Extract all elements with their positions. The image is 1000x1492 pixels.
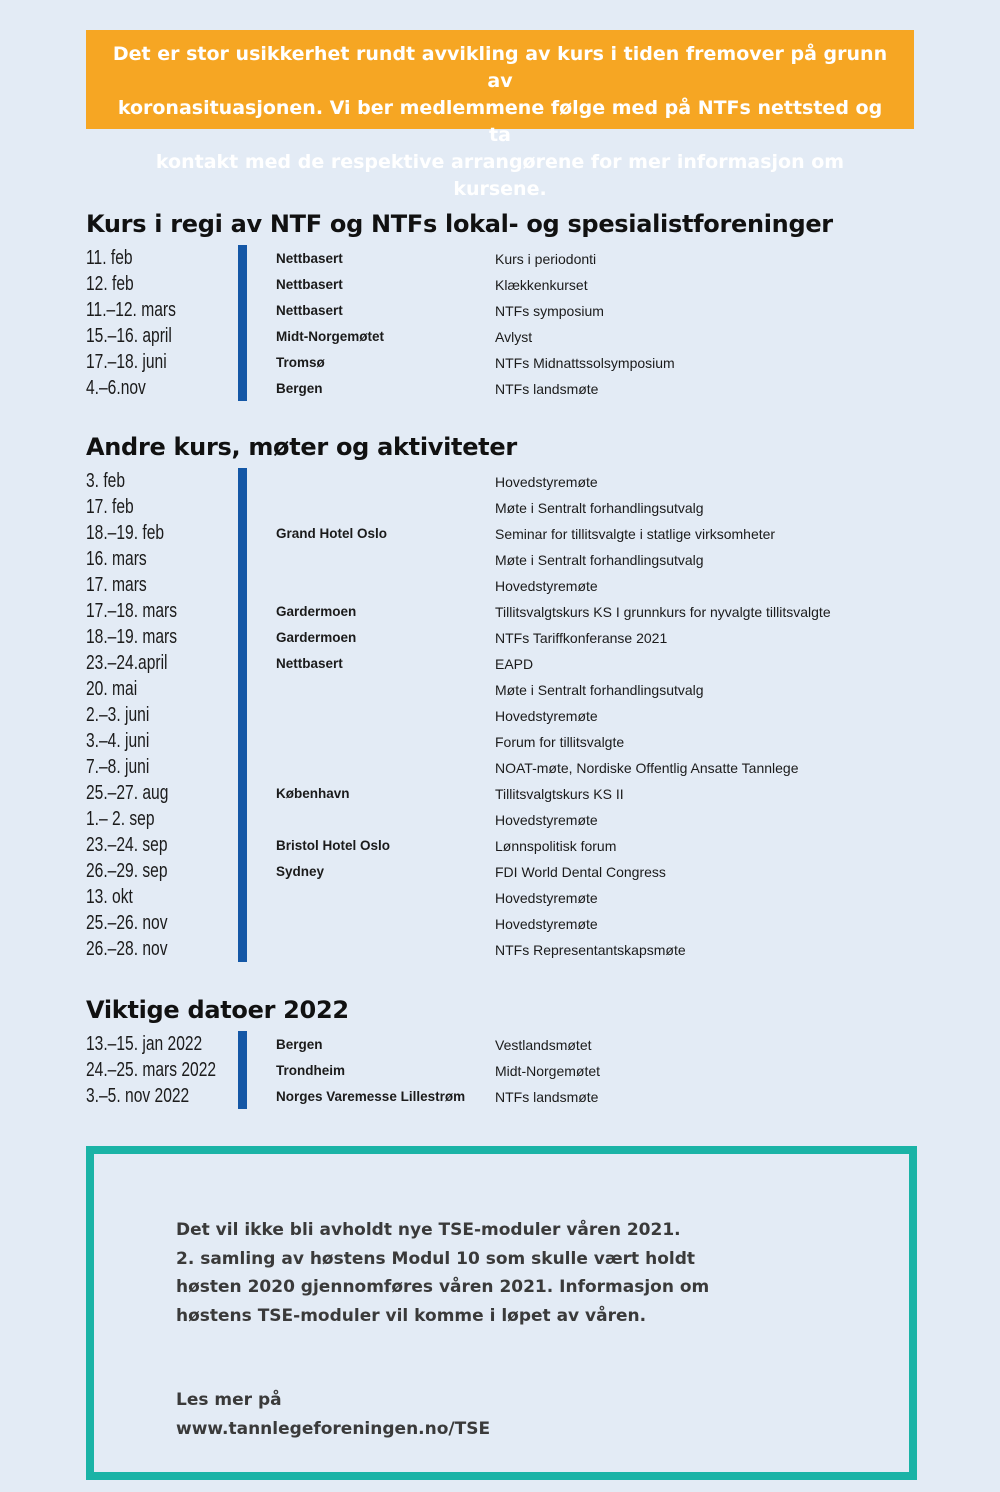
row-place: Sydney [276,864,325,879]
schedule-row [86,910,946,936]
row-event: Hovedstyremøte [495,812,598,828]
schedule-row [86,1031,946,1057]
row-date: 12. feb [86,273,134,295]
schedule-row [86,858,946,884]
row-date: 18.–19. feb [86,522,165,544]
tse-link[interactable]: www.tannlegeforeningen.no/TSE [176,1418,491,1439]
row-event: Midt-Norgemøtet [495,1063,601,1079]
schedule-row [86,323,946,349]
row-event: NTFs Tariffkonferanse 2021 [495,630,668,646]
row-place: Midt-Norgemøtet [276,329,384,344]
row-event: NTFs landsmøte [495,381,599,397]
schedule-row [86,832,946,858]
row-date: 2.–3. juni [86,704,150,726]
schedule-row [86,1057,946,1083]
row-date: 3.–4. juni [86,730,150,752]
row-event: Hovedstyremøte [495,916,598,932]
other-event-list [86,468,946,962]
schedule-row [86,806,946,832]
row-event: EAPD [495,656,534,672]
tse-message [176,1216,736,1330]
row-event: Forum for tillitsvalgte [495,734,625,750]
schedule-row [86,245,946,271]
corona-notice [86,30,914,200]
row-date: 25.–27. aug [86,782,169,804]
row-event: Hovedstyremøte [495,890,598,906]
schedule-row [86,936,946,962]
dates-2022-list [86,1031,946,1109]
row-event: NTFs symposium [495,303,604,319]
row-date: 15.–16. april [86,325,172,347]
row-event: NTFs Midnattssolsymposium [495,355,675,371]
schedule-row [86,546,946,572]
row-event: Seminar for tillitsvalgte i statlige virksomheter [495,526,776,542]
tse-line: høstens TSE-moduler vil komme i løpet av våren. [176,1305,647,1326]
row-date: 20. mai [86,678,138,700]
notice-line: kontakt med de respektive arrangørene for mer informasjon om kursene. [155,151,845,200]
row-date: 11.–12. mars [86,299,176,321]
schedule-row [86,297,946,323]
row-date: 17.–18. mars [86,600,178,622]
schedule-row [86,271,946,297]
tse-line: 2. samling av høstens Modul 10 som skulle vært holdt [176,1248,695,1269]
row-event: Avlyst [495,329,533,345]
row-date: 11. feb [86,247,133,269]
row-place: Grand Hotel Oslo [276,526,388,541]
row-event: Møte i Sentralt forhandlingsutvalg [495,500,704,516]
row-event: FDI World Dental Congress [495,864,666,880]
row-place: Tromsø [276,355,325,370]
row-place: Nettbasert [276,303,343,318]
row-date: 18.–19. mars [86,626,178,648]
schedule-row [86,780,946,806]
row-event: Møte i Sentralt forhandlingsutvalg [495,552,704,568]
schedule-row [86,520,946,546]
row-date: 24.–25. mars 2022 [86,1059,217,1081]
schedule-row [86,375,946,401]
row-date: 13.–15. jan 2022 [86,1033,203,1055]
schedule-row [86,728,946,754]
schedule-row [86,1083,946,1109]
notice-line: Det er stor usikkerhet rundt avvikling av kurs i tiden fremover på grunn av [112,43,888,92]
row-place: Nettbasert [276,251,343,266]
section-title: Kurs i regi av NTF og NTFs lokal- og spesialistforeninger [86,210,833,238]
section-other-events [86,432,946,962]
row-date: 3. feb [86,470,126,492]
row-place: København [276,786,350,801]
row-event: NTFs landsmøte [495,1089,599,1105]
schedule-row [86,702,946,728]
row-event: Møte i Sentralt forhandlingsutvalg [495,682,704,698]
schedule-row [86,598,946,624]
row-date: 3.–5. nov 2022 [86,1085,190,1107]
row-place: Nettbasert [276,656,343,671]
ntf-course-list [86,245,946,401]
row-event: NTFs Representantskapsmøte [495,942,686,958]
section-important-dates-2022 [86,995,946,1109]
row-date: 26.–28. nov [86,938,168,960]
schedule-row [86,624,946,650]
row-event: NOAT-møte, Nordiske Offentlig Ansatte Tannlege [495,760,799,776]
row-date: 25.–26. nov [86,912,168,934]
schedule-row [86,650,946,676]
tse-line: høsten 2020 gjennomføres våren 2021. Informasjon om [176,1277,710,1297]
section-title: Andre kurs, møter og aktiviteter [86,433,517,461]
row-date: 4.–6.nov [86,377,146,399]
row-event: Hovedstyremøte [495,474,598,490]
row-place: Trondheim [276,1063,346,1078]
row-event: Tillitsvalgtskurs KS I grunnkurs for nyvalgte tillitsvalgte [495,604,831,620]
row-event: Vestlandsmøtet [495,1037,592,1053]
row-date: 17. mars [86,574,147,596]
row-date: 1.– 2. sep [86,808,155,830]
read-more-label: Les mer på [176,1390,282,1410]
row-place: Bergen [276,381,323,396]
row-event: Kurs i periodonti [495,251,597,267]
schedule-row [86,676,946,702]
row-place: Bergen [276,1037,323,1052]
row-date: 17. feb [86,496,134,518]
row-place: Norges Varemesse Lillestrøm [276,1089,466,1104]
schedule-row [86,754,946,780]
tse-read-more [176,1386,490,1443]
row-event: Hovedstyremøte [495,578,598,594]
tse-line: Det vil ikke bli avholdt nye TSE-moduler våren 2021. [176,1220,681,1240]
tse-info-box [86,1146,917,1480]
schedule-row [86,349,946,375]
notice-line: koronasituasjonen. Vi ber medlemmene følge med på NTFs nettsted og ta [117,97,883,146]
row-event: Tillitsvalgtskurs KS II [495,786,624,802]
row-place: Gardermoen [276,604,357,619]
schedule-row [86,884,946,910]
section-ntf-courses [86,209,946,401]
schedule-row [86,494,946,520]
row-date: 26.–29. sep [86,860,168,882]
schedule-row [86,572,946,598]
row-date: 16. mars [86,548,147,570]
row-place: Nettbasert [276,277,343,292]
row-date: 23.–24.april [86,652,168,674]
row-date: 7.–8. juni [86,756,150,778]
row-place: Gardermoen [276,630,357,645]
row-date: 17.–18. juni [86,351,167,373]
section-title: Viktige datoer 2022 [86,996,349,1024]
row-event: Hovedstyremøte [495,708,598,724]
row-event: Klækkenkurset [495,277,588,293]
row-date: 13. okt [86,886,133,908]
row-date: 23.–24. sep [86,834,168,856]
schedule-row [86,468,946,494]
row-event: Lønnspolitisk forum [495,838,617,854]
row-place: Bristol Hotel Oslo [276,838,391,853]
